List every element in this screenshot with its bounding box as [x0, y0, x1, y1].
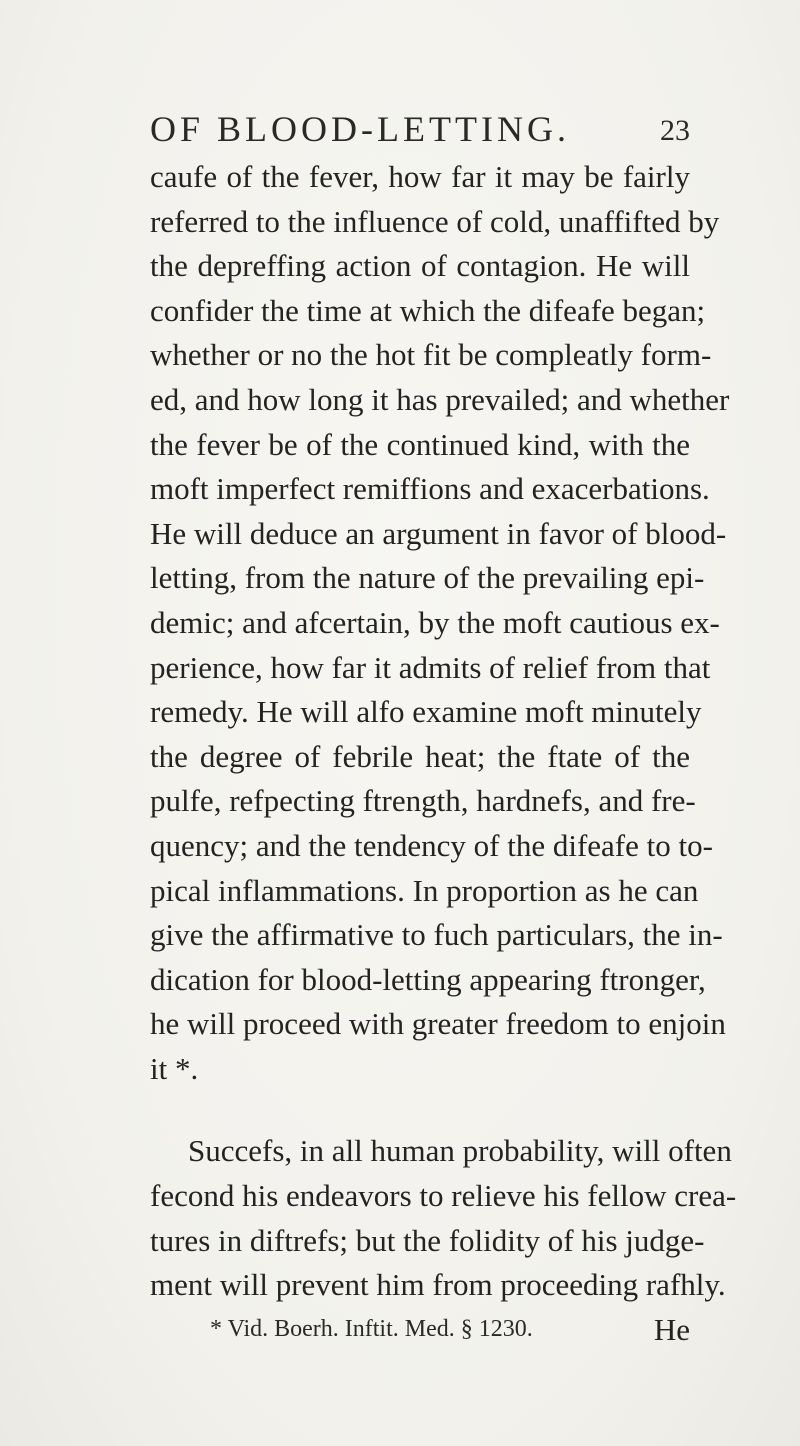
text-line: Succefs, in all human probability, will often	[188, 1133, 732, 1169]
text-line: the degree of febrile heat; the ftate of the	[150, 738, 690, 774]
text-line: moft imperfect remiffions and exacerbations.	[150, 471, 710, 507]
text-line: caufe of the fever, how far it may be fairly	[150, 159, 690, 194]
text-line: perience, how far it admits of relief from that	[150, 649, 711, 685]
catchword: He	[653, 1311, 690, 1347]
footnote: * Vid. Boerh. Inftit. Med. § 1230.	[210, 1316, 533, 1342]
paragraph-1	[150, 155, 730, 1091]
text-line: pical inflammations. In proportion as he can	[150, 872, 699, 908]
text-line: referred to the influence of cold, unaffifted by	[150, 203, 720, 239]
text-line: dication for blood-letting appearing ftronger,	[150, 961, 706, 997]
text-line: the depreffing action of contagion. He will	[150, 248, 690, 284]
body-text	[150, 155, 737, 1352]
text-line: tures in diftrefs; but the folidity of his judge-	[150, 1222, 705, 1258]
text-line: He will deduce an argument in favor of blood-	[150, 515, 727, 551]
text-line: give the affirmative to fuch particulars, the in-	[150, 917, 723, 953]
text-line: ed, and how long it has prevailed; and whether	[150, 381, 730, 417]
text-line: whether or no the hot fit be compleatly form-	[150, 337, 712, 373]
text-line: ment will prevent him from proceeding rafhly.	[150, 1267, 726, 1303]
text-line: the fever be of the continued kind, with the	[150, 426, 690, 462]
text-line: fecond his endeavors to relieve his fellow crea-	[150, 1178, 737, 1214]
text-line: pulfe, refpecting ftrength, hardnefs, and fre-	[150, 783, 696, 819]
text-line: confider the time at which the difeafe began;	[150, 292, 706, 328]
paragraph-gap	[150, 1091, 690, 1129]
text-line: it *.	[150, 1050, 199, 1086]
page-number: 23	[660, 114, 690, 147]
text-line: remedy. He will alfo examine moft minutely	[150, 694, 702, 730]
text-line: he will proceed with greater freedom to enjoin	[150, 1006, 726, 1042]
text-line: quency; and the tendency of the difeafe to to-	[150, 827, 713, 863]
text-line: demic; and afcertain, by the moft cautious ex-	[150, 604, 720, 640]
text-line: letting, from the nature of the prevailing epi-	[150, 560, 705, 596]
page-header	[150, 108, 690, 152]
running-title: OF BLOOD-LETTING.	[150, 109, 570, 149]
